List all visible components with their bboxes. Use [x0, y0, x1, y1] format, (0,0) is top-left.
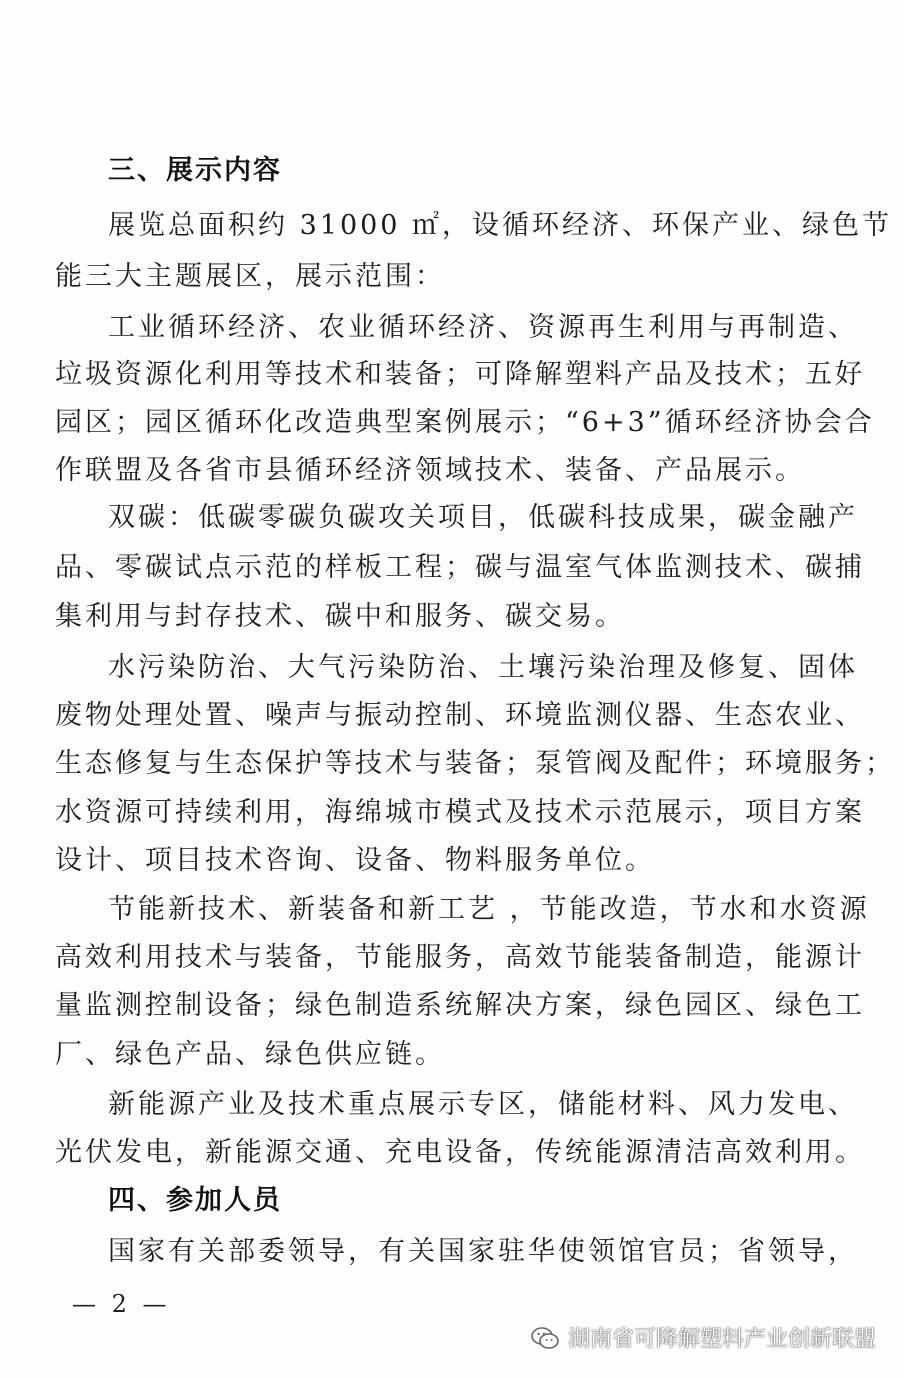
- watermark-text: 湖南省可降解塑料产业创新联盟: [567, 1327, 876, 1352]
- text-line: 节能新技术、新装备和新工艺 ，节能改造，节水和水资源: [108, 894, 870, 925]
- text-line: 作联盟及各省市县循环经济领域技术、装备、产品展示。: [55, 455, 805, 486]
- text-line: 垃圾资源化利用等技术和装备；可降解塑料产品及技术；五好: [55, 359, 865, 390]
- text-line: 水资源可持续利用，海绵城市模式及技术示范展示，项目方案: [55, 797, 865, 828]
- text-line: 水污染防治、大气污染防治、土壤污染治理及修复、固体: [108, 652, 858, 683]
- text-line: 光伏发电，新能源交通、充电设备，传统能源清洁高效利用。: [55, 1137, 865, 1168]
- page-number: — 2 —: [72, 1290, 171, 1318]
- text-line: 品、零碳试点示范的样板工程；碳与温室气体监测技术、碳捕: [55, 552, 865, 583]
- text-line: 新能源产业及技术重点展示专区，储能材料、风力发电、: [108, 1089, 858, 1120]
- text-line: 废物处理处置、噪声与振动控制、环境监测仪器、生态农业、: [55, 700, 865, 731]
- text-line: 双碳：低碳零碳负碳攻关项目，低碳科技成果，碳金融产: [108, 502, 858, 533]
- text-line: 生态修复与生态保护等技术与装备；泵管阀及配件；环境服务；: [55, 748, 895, 779]
- text-line: 设计、项目技术咨询、设备、物料服务单位。: [55, 845, 655, 876]
- text-line: 国家有关部委领导，有关国家驻华使领馆官员；省领导，: [108, 1236, 858, 1267]
- text-line: 展览总面积约 31000 ㎡，设循环经济、环保产业、绿色节: [108, 210, 893, 241]
- text-line: 集利用与封存技术、碳中和服务、碳交易。: [55, 601, 625, 632]
- wechat-icon: [530, 1325, 560, 1351]
- section-heading-three: 三、展示内容: [108, 155, 282, 186]
- text-line: 高效利用技术与装备，节能服务，高效节能装备制造，能源计: [55, 942, 865, 973]
- text-line: 量监测控制设备；绿色制造系统解决方案，绿色园区、绿色工: [55, 990, 865, 1021]
- text-line: 厂、绿色产品、绿色供应链。: [55, 1039, 445, 1070]
- section-heading-four: 四、参加人员: [108, 1185, 282, 1216]
- text-line: 园区；园区循环化改造典型案例展示；“6+3”循环经济协会合: [55, 407, 875, 438]
- watermark: [530, 1322, 876, 1353]
- text-line: 工业循环经济、农业循环经济、资源再生利用与再制造、: [108, 312, 858, 343]
- text-line: 能三大主题展区，展示范围：: [55, 261, 445, 292]
